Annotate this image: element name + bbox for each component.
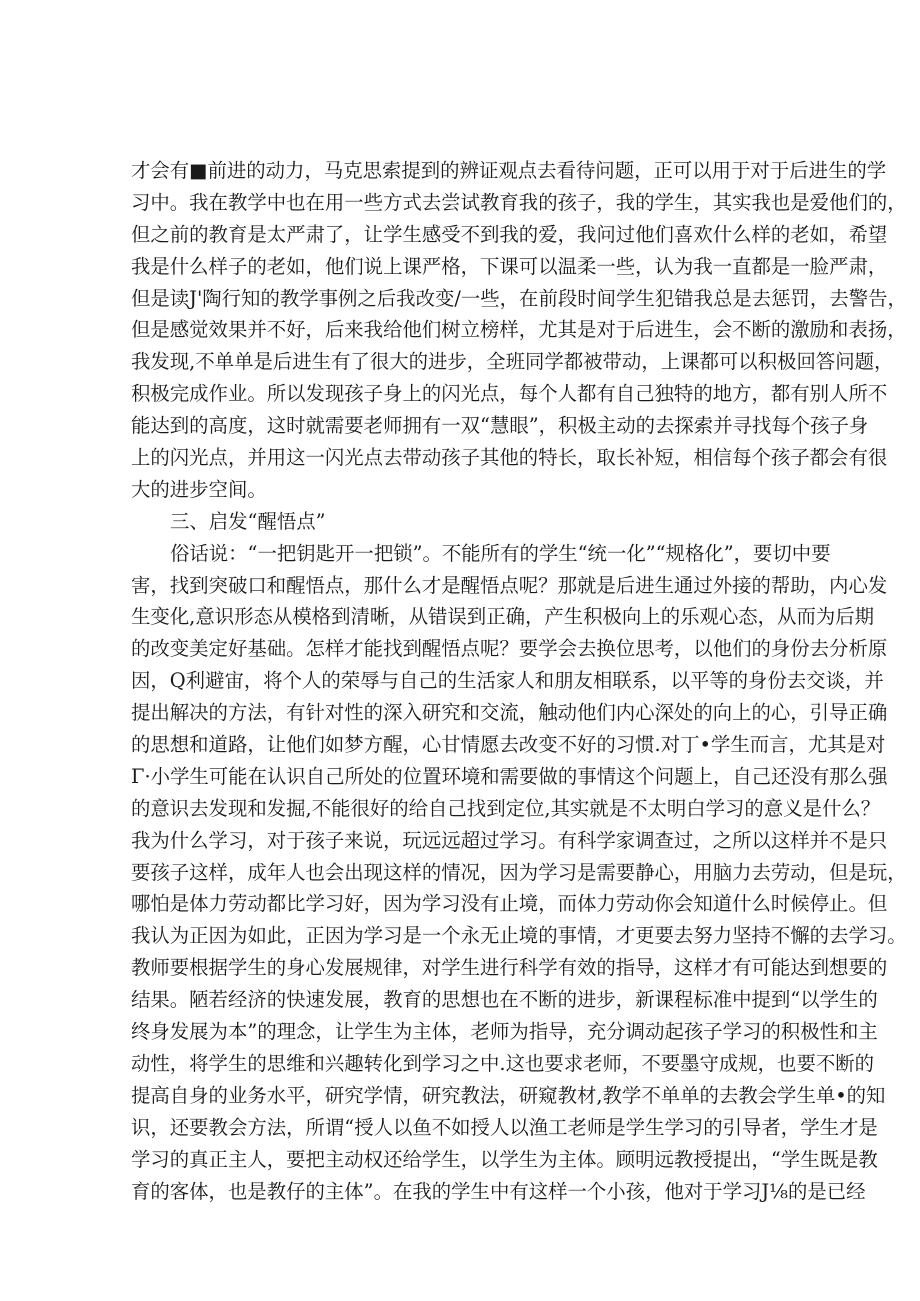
text-line: 终身发展为本”的理念，让学生为主体，老师为指导，充分调动起孩子学习的积极性和主: [131, 1020, 878, 1044]
text-line: 育的客体，也是教仔的主体”。在我的学生中有这样一个小孩，他对于学习J⅛的是已经: [131, 1179, 866, 1203]
text-line: 害，找到突破口和醒悟点，那什么才是醒悟点呢？那就是后进生通过外接的帮助，内心发: [131, 573, 888, 597]
text-line: 因，Q利避宙，将个人的荣辱与自己的生活家人和朋友相联系，以平等的身份去交谈，并: [131, 669, 884, 693]
text-line: 大的进步空间。: [131, 477, 267, 501]
text-line: 生变化,意识形态从模格到清晰，从错误到正确，产生积极向上的乐观心态，从而为后期: [131, 605, 875, 629]
text-line: 的思想和道路，让他们如梦方醒，心甘情愿去改变不好的习惯.对丁•学生而言，尤其是对: [131, 733, 886, 757]
text-line: 但是感觉效果并不好，后来我给他们树立榜样，尤其是对于后进生，会不断的激励和表扬，: [131, 318, 907, 342]
text-line: 的意识去发现和发掘,不能很好的给自己找到定位,其实就是不太明白学习的意义是什么？: [131, 796, 881, 820]
text-line: 哪怕是体力劳动都比学习好，因为学习没有止境，而体力劳动你会知道什么时候停止。但: [131, 892, 888, 916]
text-line: 教师要根据学生的身心发展规律，对学生进行科学有效的指导，这样才有可能达到想要的: [131, 956, 888, 980]
text-line: 我认为正因为如此，正因为学习是一个永无止境的事情，才更要去努力坚持不懈的去学习。: [131, 924, 907, 948]
body-text: [131, 155, 907, 1207]
section-heading: 三、启发“醒悟点”: [170, 509, 326, 533]
text-line: 才会有■前进的动力，马克思索提到的辨证观点去看待问题，正可以用于对于后进生的学: [131, 159, 887, 182]
text-line: 习中。我在教学中也在用一些方式去尝试教育我的孩子，我的学生，其实我也是爱他们的，: [131, 190, 907, 214]
text-line: 俗话说：“一把钥匙开一把锁”。不能所有的学生“统一化”“规格化”，要切中要: [170, 541, 831, 565]
text-line: 我为什么学习，对于孩子来说，玩远远超过学习。有科学家调查过，之所以这样并不是只: [131, 828, 888, 852]
text-line: 积极完成作业。所以发现孩子身上的闪光点，每个人都有自己独特的地方，都有别人所不: [131, 382, 888, 406]
text-line: 我发现,不单单是后进生有了很大的进步，全班同学都被带动，上课都可以积极回答问题，: [131, 350, 894, 374]
text-line: 要孩子这样，成年人也会出现这样的情况，因为学习是需要静心，用脑力去劳动，但是玩，: [131, 860, 907, 884]
text-line: 结果。陋若经济的快速发展，教育的思想也在不断的进步，新课程标准中提到“以学生的: [131, 988, 878, 1012]
text-line: 识，还要教会方法，所谓“授人以鱼不如授人以渔工老师是学生学习的引导者，学生才是: [131, 1115, 878, 1139]
text-line: 学习的真正主人，要把主动权还给学生，以学生为主体。顾明远教授提出，“学生既是教: [131, 1147, 878, 1171]
text-line: 但之前的教育是太严肃了，让学生感受不到我的爱，我问过他们喜欢什么样的老如，希望: [131, 222, 888, 246]
text-line: 的改变美定好基础。怎样才能找到醒悟点呢？要学会去换位思考，以他们的身份去分析原: [131, 637, 888, 661]
text-line: 上的闪光点，并用这一闪光点去带动孩子其他的特长，取长补短，相信每个孩子都会有很: [131, 446, 888, 470]
paragraph-1: [131, 155, 907, 506]
text-line: 动性，将学生的思维和兴趣转化到学习之中.这也要求老师，不要墨守成规，也要不断的: [131, 1051, 875, 1075]
paragraph-2: [131, 538, 907, 1208]
text-line: 我是什么样子的老如，他们说上课严格，下课可以温柔一些，认为我一直都是一脸严肃，: [131, 254, 888, 278]
text-line: Γ·小学生可能在认识自己所处的位置环境和需要做的事情这个问题上，自己还没有那么强: [131, 764, 888, 788]
text-line: 但是读J'陶行知的教学事例之后我改变/一些，在前段时间学生犯错我总是去惩罚，去警告，: [131, 286, 907, 310]
text-line: 提高自身的业务水平，研究学情，研究教法，研窥教材,教学不单单的去教会学生单•的知: [131, 1083, 886, 1107]
text-line: 能达到的高度，这时就需要老师拥有一双“慧眼”，积极主动的去探索并寻找每个孩子身: [131, 414, 869, 438]
text-line: 提出解决的方法，有针对性的深入研究和交流，触动他们内心深处的向上的心，引导正确: [131, 701, 888, 725]
